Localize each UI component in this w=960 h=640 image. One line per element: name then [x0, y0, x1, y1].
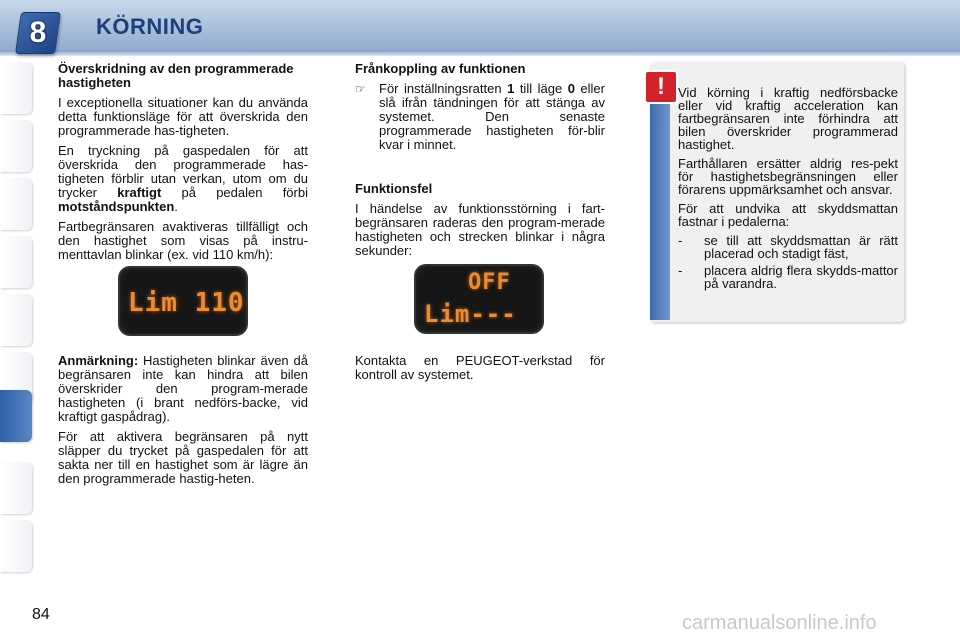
paragraph: Fartbegränsaren avaktiveras tillfälligt och den hastighet som visas på instru-menttavlan blinkar (ex. vid 110 km/h):	[58, 219, 308, 262]
chapter-tab-4[interactable]	[0, 236, 32, 288]
chapter-tab-2[interactable]	[0, 120, 32, 172]
chapter-tab-10[interactable]	[0, 520, 32, 572]
warning-paragraph: Vid körning i kraftig nedförsbacke eller vid kraftig acceleration kan fartbegränsaren inte förhindra att bilen överskrider programmerad hastighet.	[678, 85, 898, 152]
warning-paragraph: Farthållaren ersätter aldrig res-pekt för hastighetsbegränsningen eller förarens uppmärksamhet och ansvar.	[678, 156, 898, 197]
middle-text-column	[355, 62, 605, 152]
chapter-title: KÖRNING	[96, 14, 204, 39]
lcd-lim-dashes-text: Lim---	[424, 300, 517, 328]
lcd-speed-text: Lim 110	[128, 288, 245, 318]
left-note-column	[58, 354, 308, 492]
note-paragraph: Anmärkning: Hastigheten blinkar även då begränsaren inte kan hindra att bilen överskrider den program-merade hastigheten (i brant nedförs-backe, vid kraftigt gaspådrag).	[58, 353, 308, 424]
paragraph-kickdown: En tryckning på gaspedalen för att överskrida den programmerade has-tigheten förblir utan verkan, utom om du trycker kraftigt på pedalen förbi motståndspunkten.	[58, 143, 308, 214]
middle-contact-column	[355, 354, 605, 388]
watermark: carmanualsonline.info	[682, 612, 877, 634]
warning-list-item: - placera aldrig flera skydds-mattor på varandra.	[678, 263, 898, 291]
section-heading-disable: Frånkoppling av funktionen	[355, 61, 526, 76]
chapter-number: 8	[29, 16, 47, 49]
paragraph-fault: I händelse av funktionsstörning i fart-begränsaren raderas den program-merade hastigheten och strecken blinkar i några sekunder:	[355, 201, 605, 258]
page-number: 84	[32, 606, 50, 623]
left-text-column	[58, 62, 308, 268]
section-heading-fault: Funktionsfel	[355, 181, 433, 196]
chapter-tab-9[interactable]	[0, 462, 32, 514]
chapter-tab-1[interactable]	[0, 62, 32, 114]
middle-fault-column	[355, 182, 605, 264]
header-divider	[0, 50, 960, 56]
lcd-display-speed	[120, 268, 246, 334]
warning-box-sidebar	[650, 72, 670, 320]
paragraph-contact: Kontakta en PEUGEOT-verkstad för kontroll av systemet.	[355, 353, 605, 382]
chapter-badge	[15, 12, 61, 54]
paragraph-reactivate: För att aktivera begränsaren på nytt släpper du trycket på gaspedalen för att sakta ner till en hastighet som är lägre än den programmerade hastig-heten.	[58, 429, 308, 486]
chapter-tabs	[0, 62, 34, 578]
warning-text	[678, 86, 898, 294]
warning-list-item: - se till att skyddsmattan är rätt placerad och stadigt fäst,	[678, 233, 898, 261]
paragraph: I exceptionella situationer kan du använda detta funktionsläge för att överskrida den programmerade has-tigheten.	[58, 95, 308, 138]
pointing-hand-icon: ☞	[355, 82, 366, 96]
warning-paragraph: För att undvika att skyddsmattan fastnar i pedalerna:	[678, 201, 898, 229]
lcd-display-off	[416, 266, 542, 332]
section-heading-overspeed: Överskridning av den programmerade hastigheten	[58, 61, 294, 90]
warning-exclamation-icon: !	[644, 70, 678, 104]
chapter-tab-3[interactable]	[0, 178, 32, 230]
bullet-item: ☞ För inställningsratten 1 till läge 0 eller slå ifrån tändningen för att stänga av systemet. Den senaste programmerade hastigheten för-blir kvar i minnet.	[355, 81, 605, 152]
lcd-off-text: OFF	[468, 270, 511, 295]
chapter-tab-5[interactable]	[0, 294, 32, 346]
chapter-tab-8-active[interactable]	[0, 390, 32, 442]
